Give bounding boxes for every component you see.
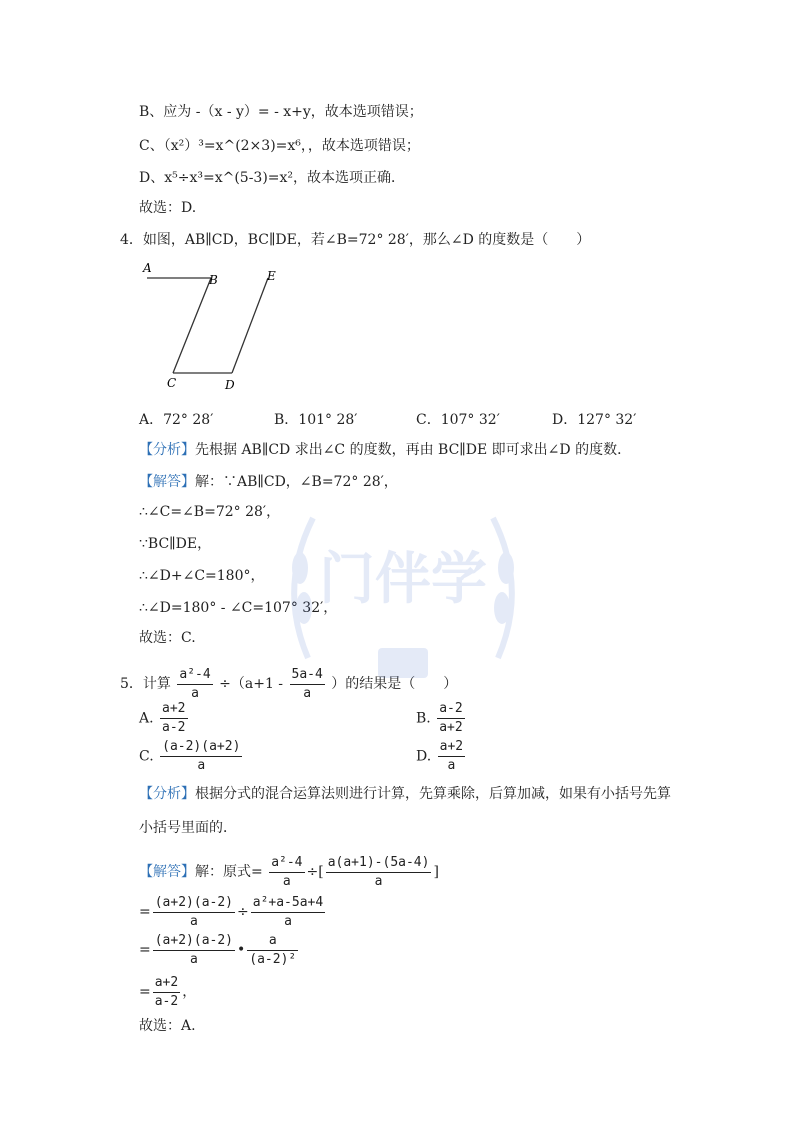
q5-sol1b-frac (326, 854, 432, 891)
q5-option-a (139, 700, 190, 737)
q5-sol3b-frac (247, 932, 298, 969)
q5-sol4-frac (153, 974, 180, 1011)
q5-option-c (139, 738, 244, 775)
q4-figure (135, 258, 295, 398)
q5-frac-1-den: a (191, 685, 199, 701)
q5-option-d (416, 738, 467, 775)
label-d: D (225, 378, 235, 392)
q5-analysis-tag: 【分析】 (139, 786, 195, 802)
q5-option-d-frac (438, 738, 465, 775)
q5-option-b-num: a-2 (437, 700, 464, 719)
q5-frac-1-num: a²-4 (177, 666, 212, 685)
q5-stem-mid: ÷（a+1 - (219, 676, 284, 692)
q5-solution-prefix: 解：原式= (195, 864, 263, 880)
q4-option-a: A．72° 28′ (139, 412, 214, 428)
watermark-text: 门伴学 (319, 547, 487, 612)
q5-solution-4 (139, 972, 196, 1012)
q5-sol2b-num: a²+a-5a+4 (251, 894, 325, 913)
q5-analysis-text-1: 根据分式的混合运算法则进行计算，先算乘除，后算加减，如果有小括号先算 (195, 786, 671, 802)
q5-frac-2-num: 5a-4 (290, 666, 325, 685)
q5-sol4-num: a+2 (153, 974, 180, 993)
q4-step-1: ∴∠C=∠B=72° 28′， (139, 504, 281, 520)
q5-eq-4: = (139, 984, 151, 1000)
q4-answer: 故选：C. (139, 630, 196, 646)
q4-option-b: B．101° 28′ (274, 412, 358, 428)
q5-solution-3 (139, 930, 300, 970)
q5-sol2b-frac (251, 894, 325, 931)
q5-option-c-label: C. (139, 748, 154, 765)
q4-option-d: D．127° 32′ (552, 412, 637, 428)
watermark-logo (268, 448, 538, 718)
q5-sol3-num: (a+2)(a-2) (153, 932, 235, 951)
prev-line-b: B、应为 -（x - y）= - x+y，故本选项错误； (139, 104, 423, 120)
q5-option-d-label: D. (416, 748, 432, 765)
q5-sol1-frac (269, 854, 304, 891)
q5-sol2b-den: a (284, 913, 292, 929)
q5-sol2-frac (153, 894, 235, 931)
q4-step-3: ∴∠D+∠C=180°， (139, 568, 265, 584)
q5-sol2-den: a (189, 913, 198, 929)
q5-option-b-label: B. (416, 710, 431, 727)
q5-option-d-den: a (447, 758, 456, 773)
q5-sol1-close: ] (433, 864, 439, 880)
q5-sol3-op: • (237, 942, 246, 958)
q5-option-c-den: a (197, 758, 206, 773)
q5-option-a-den: a-2 (162, 720, 186, 735)
q5-option-a-frac (160, 700, 187, 737)
q5-sol2-num: (a+2)(a-2) (153, 894, 235, 913)
q5-sol1b-num: a(a+1)-(5a-4) (326, 854, 432, 873)
prev-line-d: D、x⁵÷x³=x^(5-3)=x²，故本选项正确． (139, 170, 406, 186)
q5-analysis-2: 小括号里面的． (139, 820, 237, 836)
q5-sol3b-den: (a-2)² (249, 951, 297, 967)
q5-stem-start: 5．计算 (120, 676, 171, 692)
q5-sol3-den: a (189, 951, 198, 967)
label-b: B (209, 273, 218, 287)
q5-sol4-end: ， (182, 984, 197, 1000)
prev-answer: 故选：D. (139, 200, 197, 216)
q5-sol2-op: ÷ (237, 904, 249, 920)
q5-eq-2: = (139, 904, 151, 920)
q5-sol1-den: a (282, 873, 291, 889)
q5-option-d-num: a+2 (438, 738, 465, 757)
q5-sol3-frac (153, 932, 235, 969)
q4-step-4: ∴∠D=180° - ∠C=107° 32′， (139, 600, 338, 616)
q5-frac-2-den: a (303, 685, 312, 701)
q5-option-b-den: a+2 (439, 720, 463, 735)
q5-sol1b-den: a (374, 873, 383, 889)
q5-sol3b-num: a (247, 932, 298, 951)
q5-option-c-num: (a-2)(a+2) (160, 738, 242, 757)
q5-option-a-label: A. (139, 710, 154, 727)
q5-solution-2 (139, 892, 327, 932)
q5-eq-3: = (139, 942, 151, 958)
analysis-text: 先根据 AB∥CD 求出∠C 的度数，再由 BC∥DE 即可求出∠D 的度数． (195, 442, 632, 458)
label-c: C (167, 376, 177, 390)
label-a: A (143, 261, 152, 275)
label-e: E (267, 269, 276, 283)
q5-solution-1 (139, 852, 439, 892)
q5-answer: 故选：A. (139, 1018, 196, 1034)
q4-option-c: C．107° 32′ (416, 412, 500, 428)
q4-step-2: ∵BC∥DE， (139, 536, 212, 552)
q4-stem: 4．如图，AB∥CD，BC∥DE，若∠B=72° 28′，那么∠D 的度数是（ ） (120, 232, 591, 248)
q5-stem-end: ）的结果是（ ） (331, 676, 458, 692)
q5-option-a-num: a+2 (160, 700, 187, 719)
q5-sol1-num: a²-4 (269, 854, 304, 873)
q5-option-c-frac (160, 738, 242, 775)
solution-tag: 【解答】 (139, 474, 195, 490)
q5-sol1-op: ÷[ (306, 864, 324, 880)
q5-solution-tag: 【解答】 (139, 864, 195, 880)
q5-frac-1 (177, 666, 212, 703)
q5-sol4-den: a-2 (154, 993, 179, 1009)
solution-text: 解：∵AB∥CD，∠B=72° 28′， (195, 474, 398, 490)
prev-line-c: C、（x²）³=x^(2×3)=x⁶，，故本选项错误； (139, 138, 420, 154)
analysis-tag: 【分析】 (139, 442, 195, 458)
q5-analysis-1 (139, 784, 671, 804)
